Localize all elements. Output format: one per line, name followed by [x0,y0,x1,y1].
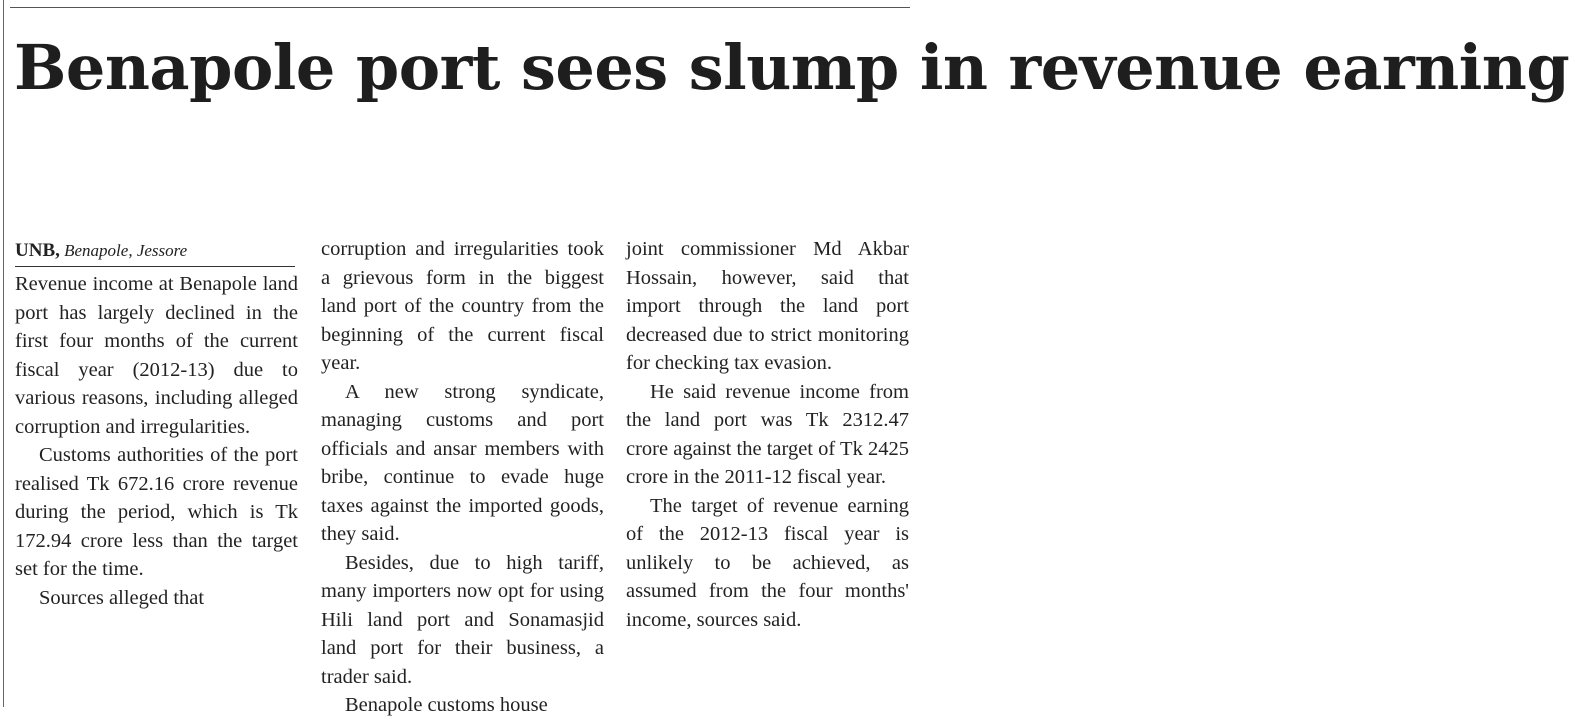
top-rule [10,7,910,8]
article-column-3 [626,235,909,634]
headline [14,30,1569,106]
paragraph: corruption and irregularities took a grievous form in the biggest land port of the country from the beginning of the current fiscal year. [321,238,604,374]
paragraph: A new strong syndicate, managing customs and port officials and ansar members with bribe, continue to evade huge taxes against the imported goods, they said. [321,380,604,545]
byline-location: Benapole, Jessore [64,241,188,260]
headline-text: Benapole port sees slump in revenue earning [14,31,1569,104]
left-rule [3,0,4,707]
paragraph: He said revenue income from the land port was Tk 2312.47 crore against the target of Tk 2425 crore in the 2011-12 fiscal year. [626,380,909,488]
paragraph: Benapole customs house [345,694,548,716]
paragraph: The target of revenue earning of the 2012-13 fiscal year is unlikely to be achieved, as assumed from the four months' income, sources said. [626,494,909,631]
article-column-1 [15,235,298,612]
paragraph: Revenue income at Benapole land port has largely declined in the first four months of the current fiscal year (2012-13) due to various reasons, including alleged corruption and irregularities. [15,273,298,438]
byline [15,235,298,266]
paragraph: Customs authorities of the port realised Tk 672.16 crore revenue during the period, which is Tk 172.94 crore less than the target set for the time. [15,444,298,580]
paragraph: Sources alleged that [39,586,205,609]
byline-agency: UNB, [15,240,60,261]
byline-rule [15,266,295,267]
paragraph: Besides, due to high tariff, many importers now opt for using Hili land port and Sonamasjid land port for their business, a trader said. [321,551,604,688]
paragraph: joint commissioner Md Akbar Hossain, however, said that import through the land port decreased due to strict monitoring for checking tax evasion. [626,238,909,374]
article-column-2 [321,235,604,720]
